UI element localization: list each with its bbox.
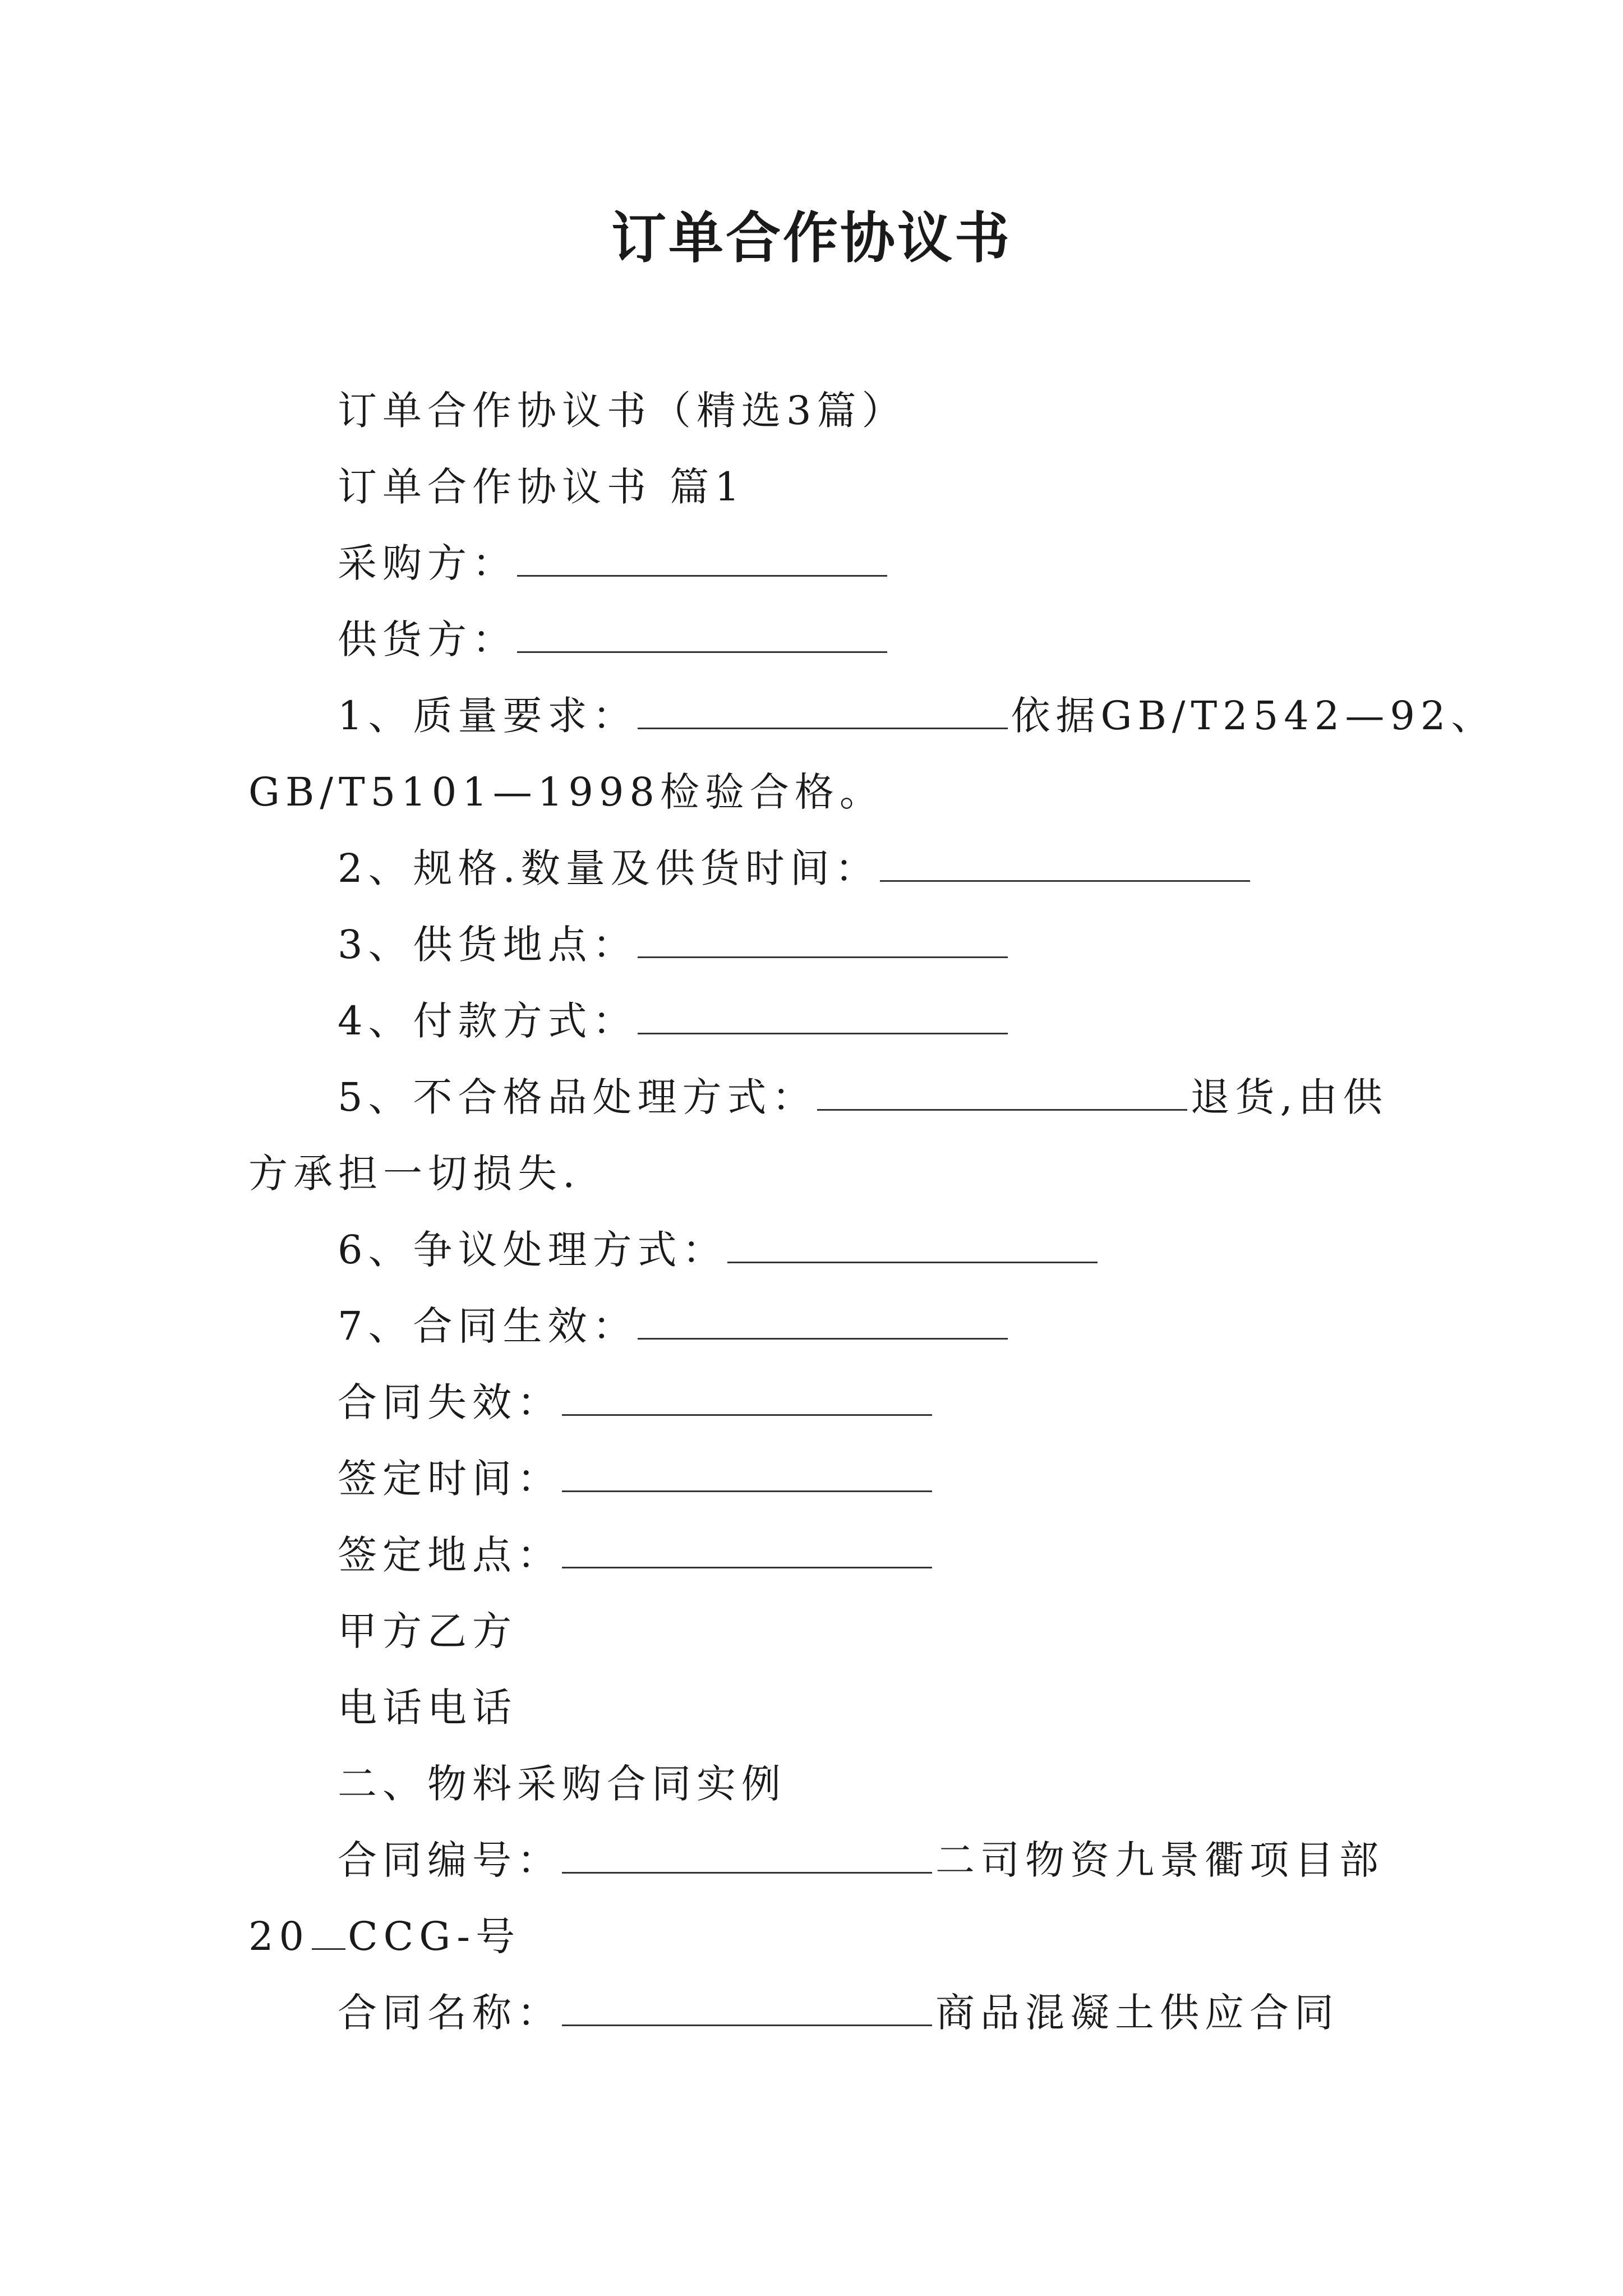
subtitle-line	[338, 383, 907, 439]
defect-label: 5、不合格品处理方式：	[338, 1074, 817, 1120]
payment-blank	[638, 998, 1008, 1034]
contract-name-label: 合同名称：	[338, 1990, 562, 2036]
document-title: 订单合作协议书	[611, 206, 1012, 270]
dispute-label: 6、争议处理方式：	[338, 1227, 727, 1273]
sign-place-label: 签定地点：	[338, 1532, 562, 1578]
contract-no-year: 20	[248, 1913, 310, 1959]
sign-time-line	[338, 1451, 935, 1507]
contract-name-line	[338, 1985, 1339, 2041]
spec-line	[338, 840, 1253, 896]
phones-text: 电话电话	[338, 1685, 517, 1731]
sign-place-line	[338, 1527, 935, 1583]
contract-no-year-blank	[312, 1913, 345, 1950]
supplier-label: 供货方：	[338, 616, 517, 662]
dispute-blank	[727, 1227, 1098, 1263]
spec-label: 2、规格.数量及供货时间：	[338, 845, 880, 891]
contract-name-value: 商品混凝土供应合同	[935, 1990, 1339, 2036]
contract-no-line	[338, 1832, 1384, 1888]
defect-line	[338, 1069, 1388, 1125]
quality-continuation	[248, 764, 884, 820]
quality-blank	[638, 693, 1008, 729]
defect-remedy: 退货,由供	[1190, 1074, 1388, 1120]
contract-no-dept: 二司物资九景衢项目部	[935, 1837, 1384, 1883]
buyer-line	[338, 535, 891, 591]
place-line	[338, 917, 1011, 973]
payment-label: 4、付款方式：	[338, 998, 638, 1044]
dispute-line	[338, 1222, 1101, 1278]
part1-heading	[338, 459, 745, 515]
contract-no-label: 合同编号：	[338, 1837, 562, 1883]
contract-no-continuation	[248, 1908, 520, 1964]
expire-label: 合同失效：	[338, 1379, 562, 1425]
sign-time-blank	[562, 1456, 932, 1492]
defect-remedy-cont: 方承担一切损失.	[248, 1151, 581, 1197]
payment-line	[338, 993, 1011, 1049]
section2-text: 二、物料采购合同实例	[338, 1761, 786, 1807]
phones-line	[338, 1680, 517, 1736]
buyer-label: 采购方：	[338, 540, 517, 586]
expire-line	[338, 1374, 935, 1430]
parties-line	[338, 1603, 517, 1659]
quality-label: 1、质量要求：	[338, 693, 638, 739]
supplier-line	[338, 611, 891, 668]
buyer-blank	[517, 540, 887, 577]
effective-line	[338, 1298, 1011, 1354]
quality-standard-cont: GB/T5101—1998检验合格。	[248, 769, 884, 815]
effective-blank	[638, 1303, 1008, 1340]
supplier-blank	[517, 616, 887, 653]
defect-continuation	[248, 1145, 580, 1202]
quality-line	[338, 688, 1496, 744]
contract-no-blank	[562, 1837, 932, 1874]
place-label: 3、供货地点：	[338, 922, 638, 968]
expire-blank	[562, 1379, 932, 1416]
defect-blank	[817, 1074, 1187, 1111]
effective-label: 7、合同生效：	[338, 1303, 638, 1349]
spec-blank	[880, 845, 1250, 882]
place-blank	[638, 922, 1008, 958]
sign-time-label: 签定时间：	[338, 1456, 562, 1502]
contract-name-blank	[562, 1990, 932, 2026]
parties-text: 甲方乙方	[338, 1608, 517, 1654]
sign-place-blank	[562, 1532, 932, 1568]
section2-heading	[338, 1756, 786, 1812]
quality-standard: 依据GB/T2542—92、	[1011, 693, 1496, 739]
contract-no-code: CCG-号	[348, 1913, 521, 1959]
part1-text: 订单合作协议书 篇1	[338, 464, 745, 510]
subtitle-text: 订单合作协议书（精选3篇）	[338, 388, 907, 434]
